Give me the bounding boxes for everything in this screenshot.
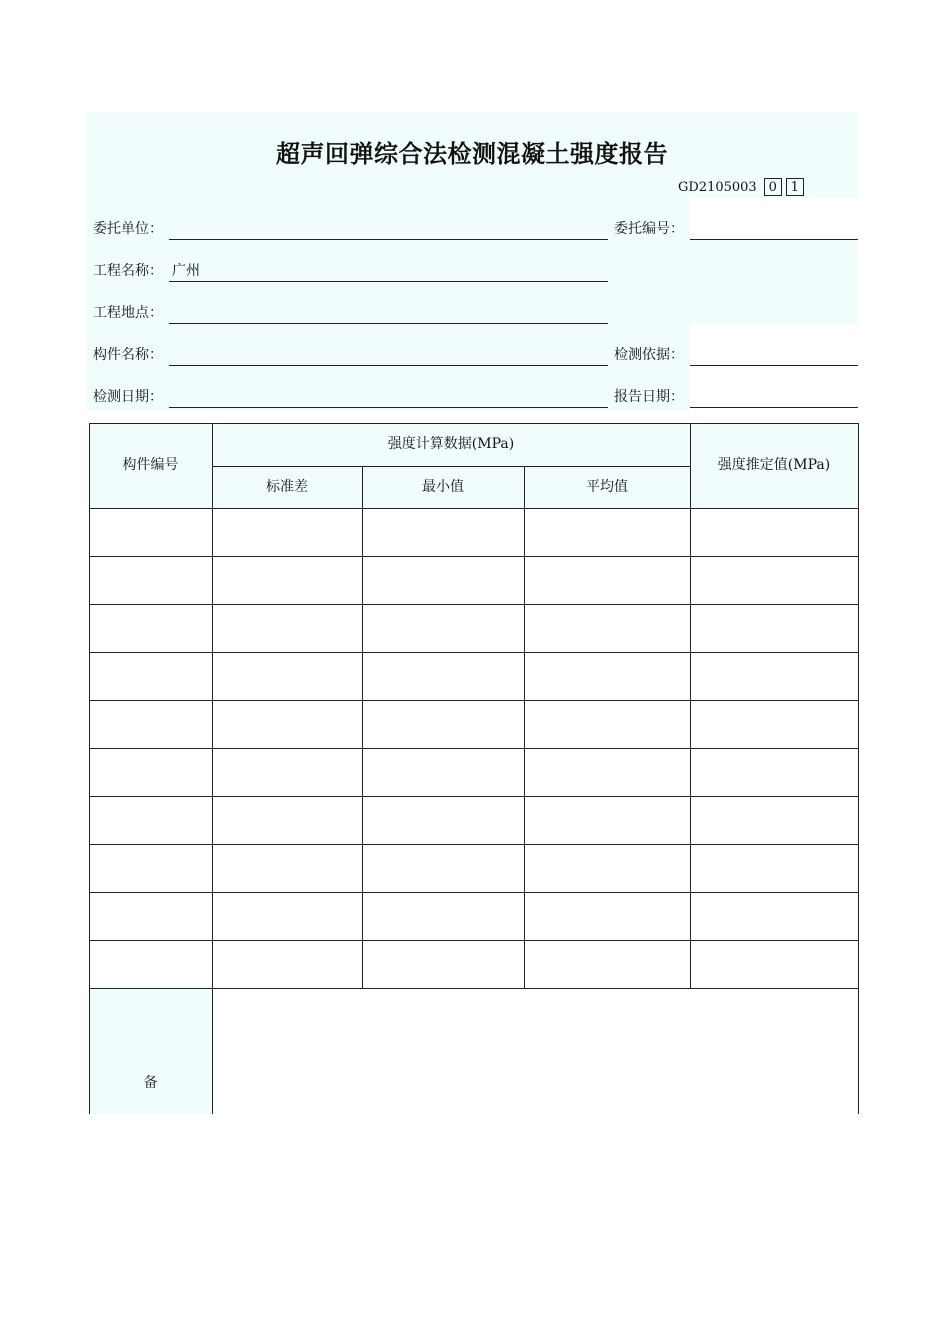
column-divider (362, 466, 363, 988)
strength-data-group-header: 强度计算数据(MPa) (387, 436, 515, 452)
basis-underline (690, 365, 858, 366)
member-name-label: 构件名称： (93, 347, 163, 363)
col-mean-header: 平均值 (586, 479, 628, 495)
report-code-box-1[interactable]: 0 (764, 178, 782, 196)
report-date-label: 报告日期： (614, 389, 684, 405)
column-divider (524, 466, 525, 988)
col-min-header: 最小值 (422, 479, 464, 495)
test-date-underline (169, 407, 608, 408)
row-divider (89, 892, 858, 893)
table-top-border (89, 423, 858, 424)
report-code-prefix: GD2105003 (678, 179, 757, 195)
row-divider (89, 700, 858, 701)
row-divider (89, 988, 858, 989)
row-divider (89, 748, 858, 749)
col-member-no-header: 构件编号 (122, 457, 179, 473)
col-std-dev-header: 标准差 (266, 479, 308, 495)
group-header-divider (212, 466, 690, 467)
estimate-column-divider (690, 423, 691, 988)
member-name-underline (169, 365, 608, 366)
table-right-border (858, 423, 859, 1114)
row-divider (89, 796, 858, 797)
report-title: 超声回弹综合法检测混凝土强度报告 (276, 140, 668, 168)
entrust-unit-underline (169, 239, 608, 240)
form-blank-background (690, 240, 858, 324)
entrust-no-label: 委托编号： (614, 221, 684, 237)
project-name-value[interactable]: 广州 (172, 263, 200, 279)
row-divider (89, 940, 858, 941)
col-estimate-header: 强度推定值(MPa) (717, 457, 831, 473)
table-left-border (89, 423, 90, 1114)
project-site-label: 工程地点： (93, 305, 163, 321)
remarks-label: 备 (143, 1075, 158, 1091)
project-name-label: 工程名称： (93, 263, 163, 279)
test-date-label: 检测日期： (93, 389, 163, 405)
form-background (86, 198, 608, 410)
project-name-underline (169, 281, 608, 282)
report-date-underline (690, 407, 858, 408)
project-site-underline (169, 323, 608, 324)
report-code-box-2[interactable]: 1 (786, 178, 804, 196)
entrust-no-underline (690, 239, 858, 240)
member-no-column-divider (212, 423, 213, 1114)
basis-label: 检测依据： (614, 347, 684, 363)
report-code (678, 177, 804, 197)
row-divider (89, 604, 858, 605)
row-divider (89, 556, 858, 557)
entrust-unit-label: 委托单位： (93, 221, 163, 237)
row-divider (89, 652, 858, 653)
header-bottom-border (89, 508, 858, 509)
remarks-label-background (89, 986, 212, 1114)
row-divider (89, 844, 858, 845)
